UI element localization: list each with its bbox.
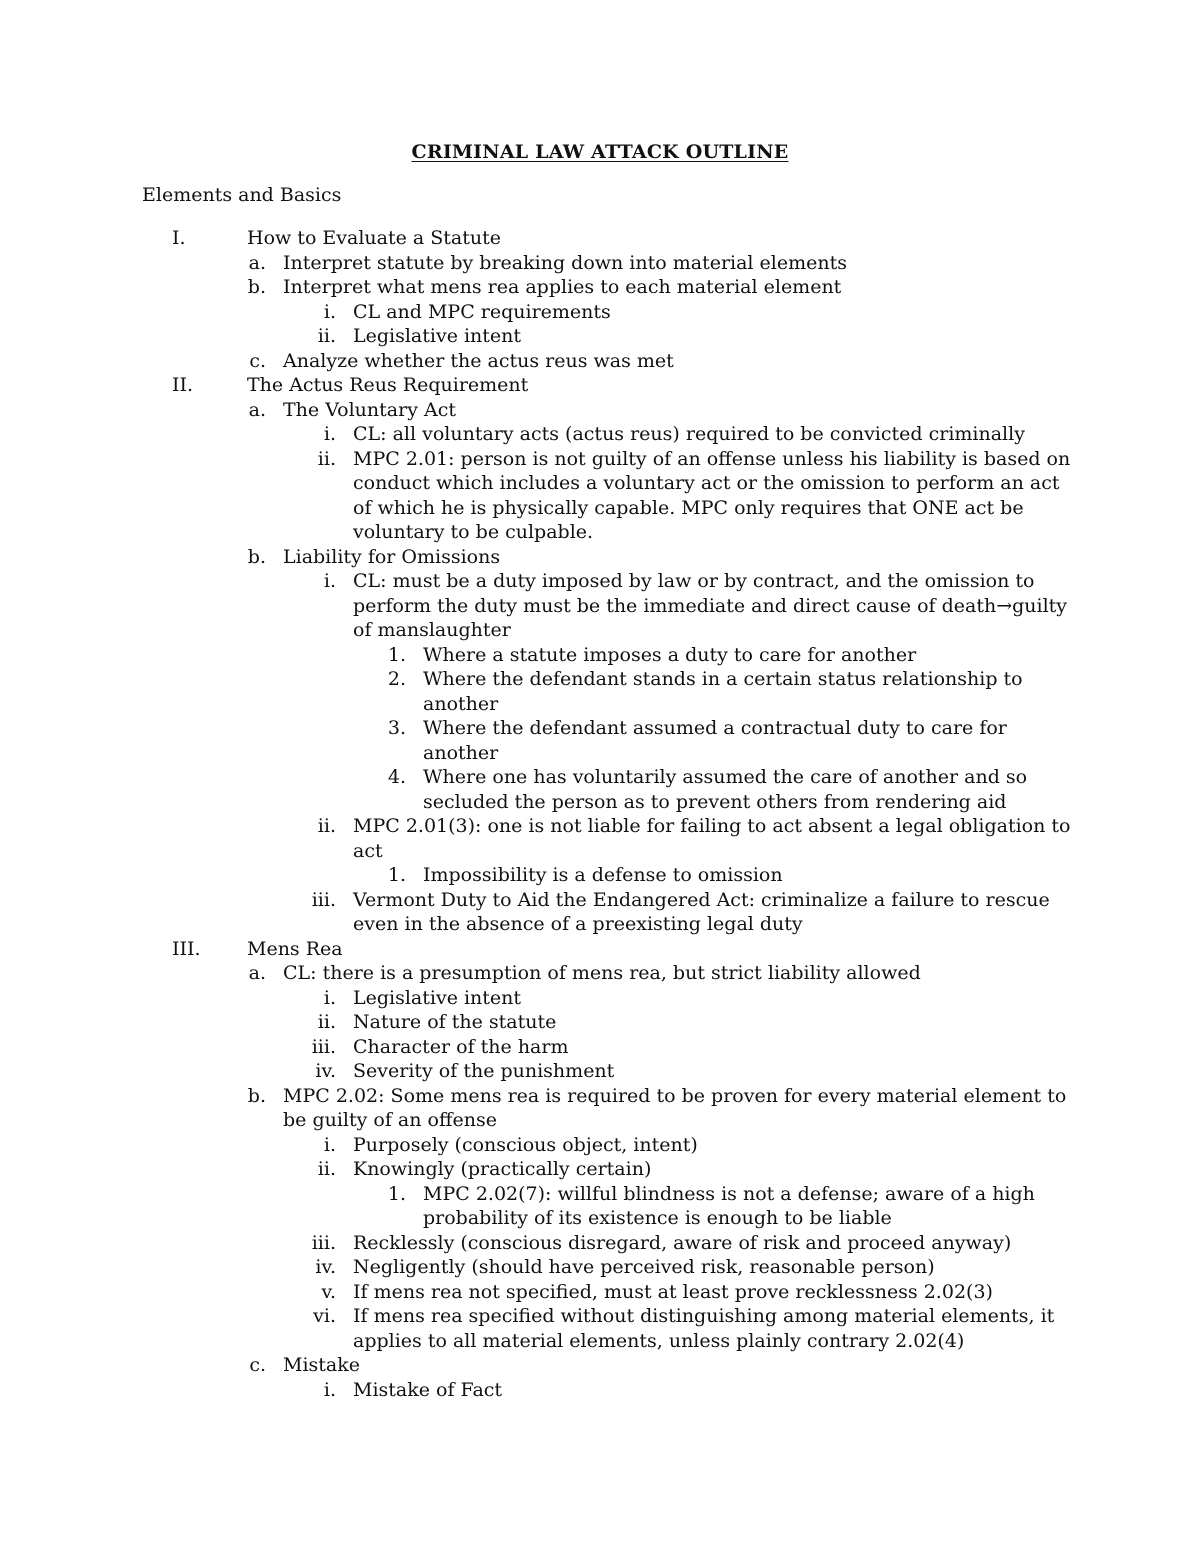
outline-marker: 4. (387, 766, 406, 788)
outline-text-line: Knowingly (practically certain) (353, 1158, 652, 1180)
outline-text-line: MPC 2.01: person is not guilty of an offense unless his liability is based on (353, 447, 1071, 470)
outline-text-line: secluded the person as to prevent others from rendering aid (423, 790, 1007, 813)
outline-marker: c. (249, 349, 266, 372)
outline-text-line: Interpret statute by breaking down into material elements (283, 251, 847, 274)
outline-text-line: Where the defendant stands in a certain status relationship to (423, 668, 1023, 690)
outline-text-line: Analyze whether the actus reus was met (283, 349, 674, 372)
outline-text-line: Character of the harm (353, 1035, 569, 1058)
outline-text-line: probability of its existence is enough to be liable (423, 1207, 892, 1229)
outline-text-line: Severity of the punishment (353, 1060, 615, 1082)
outline-text-line: Legislative intent (353, 325, 522, 347)
outline-text-line: of which he is physically capable. MPC only requires that ONE act be (353, 496, 1024, 519)
outline-text-line: Liability for Omissions (283, 545, 501, 568)
outline-marker: 1. (387, 643, 406, 666)
outline-marker: vi. (313, 1305, 336, 1327)
outline-marker: i. (323, 570, 336, 592)
outline-marker: II. (172, 374, 194, 396)
outline-text-line: The Voluntary Act (283, 398, 456, 421)
outline-text-line: If mens rea not specified, must at least prove recklessness 2.02(3) (353, 1280, 993, 1303)
outline-marker: b. (247, 276, 266, 298)
outline-marker: i. (323, 986, 336, 1009)
outline-text-line: MPC 2.01(3): one is not liable for failing to act absent a legal obligation to (353, 815, 1071, 837)
outline-text-line: Where the defendant assumed a contractual duty to care for (423, 717, 1007, 739)
outline-text-line: perform the duty must be the immediate and direct cause of death→guilty (353, 594, 1068, 617)
outline-text-line: act (353, 839, 383, 862)
outline-text-line: MPC 2.02: Some mens rea is required to be proven for every material element to (283, 1084, 1067, 1107)
outline-marker: a. (248, 251, 266, 274)
outline-marker: iii. (311, 1035, 336, 1058)
outline-text-line: voluntary to be culpable. (353, 521, 594, 543)
outline-marker: b. (247, 1084, 266, 1107)
outline-text-line: Purposely (conscious object, intent) (353, 1133, 698, 1156)
outline-marker: i. (323, 1378, 336, 1401)
outline-text-line: applies to all material elements, unless plainly contrary 2.02(4) (353, 1329, 965, 1352)
outline-text-line: If mens rea specified without distinguishing among material elements, it (353, 1305, 1055, 1327)
outline-text-line: Mens Rea (247, 937, 343, 960)
outline-text-line: Recklessly (conscious disregard, aware of risk and proceed anyway) (353, 1231, 1012, 1254)
section-heading: Elements and Basics (142, 184, 342, 206)
outline-marker: b. (247, 545, 266, 568)
outline-marker: ii. (317, 325, 336, 347)
outline-text-line: Where a statute imposes a duty to care for another (423, 643, 917, 666)
outline-text-line: CL: must be a duty imposed by law or by contract, and the omission to (353, 570, 1035, 592)
outline-text-line: of manslaughter (353, 619, 511, 641)
outline-text-line: CL and MPC requirements (353, 300, 611, 323)
outline-marker: i. (323, 300, 336, 323)
outline-marker: 1. (387, 1182, 406, 1205)
outline-marker: a. (248, 398, 266, 421)
outline-text-line: Legislative intent (353, 986, 522, 1009)
outline-text-line: CL: there is a presumption of mens rea, but strict liability allowed (283, 962, 921, 984)
outline-text-line: Impossibility is a defense to omission (423, 864, 783, 886)
outline-text-line: Where one has voluntarily assumed the care of another and so (423, 766, 1028, 788)
outline-text-line: Mistake (283, 1354, 361, 1376)
outline-marker: 1. (387, 864, 406, 886)
outline-text-line: Vermont Duty to Aid the Endangered Act: criminalize a failure to rescue (353, 888, 1050, 911)
outline-marker: iv. (315, 1256, 336, 1278)
outline-text-line: be guilty of an offense (283, 1109, 497, 1131)
outline-text-line: even in the absence of a preexisting legal duty (353, 913, 803, 935)
outline-marker: ii. (317, 1158, 336, 1180)
outline-marker: ii. (317, 815, 336, 837)
outline-text-line: How to Evaluate a Statute (247, 227, 502, 249)
outline-marker: I. (172, 227, 186, 249)
outline-marker: a. (248, 962, 266, 984)
outline-marker: iii. (311, 888, 336, 911)
outline-text-line: conduct which includes a voluntary act or the omission to perform an act (353, 472, 1060, 494)
outline-marker: i. (323, 1133, 336, 1156)
outline-text-line: Nature of the statute (353, 1011, 557, 1033)
outline-marker: iv. (315, 1060, 336, 1082)
outline-text-line: another (423, 692, 499, 715)
outline-marker: c. (249, 1354, 266, 1376)
outline-marker: ii. (317, 1011, 336, 1033)
document-title: CRIMINAL LAW ATTACK OUTLINE (411, 141, 789, 163)
outline-marker: v. (321, 1280, 336, 1303)
outline-text-line: MPC 2.02(7): willful blindness is not a defense; aware of a high (423, 1182, 1035, 1205)
outline-marker: ii. (317, 447, 336, 470)
outline-marker: III. (172, 937, 201, 960)
outline-text-line: another (423, 741, 499, 764)
outline-text-line: Interpret what mens rea applies to each material element (283, 276, 842, 298)
outline-marker: iii. (311, 1231, 336, 1254)
outline-marker: i. (323, 423, 336, 445)
outline-text-line: CL: all voluntary acts (actus reus) required to be convicted criminally (353, 423, 1025, 445)
outline-text-line: Negligently (should have perceived risk, reasonable person) (353, 1256, 935, 1278)
outline-marker: 3. (387, 717, 406, 739)
outline-marker: 2. (387, 668, 406, 690)
outline-text-line: Mistake of Fact (353, 1378, 503, 1401)
outline-text-line: The Actus Reus Requirement (247, 374, 529, 396)
